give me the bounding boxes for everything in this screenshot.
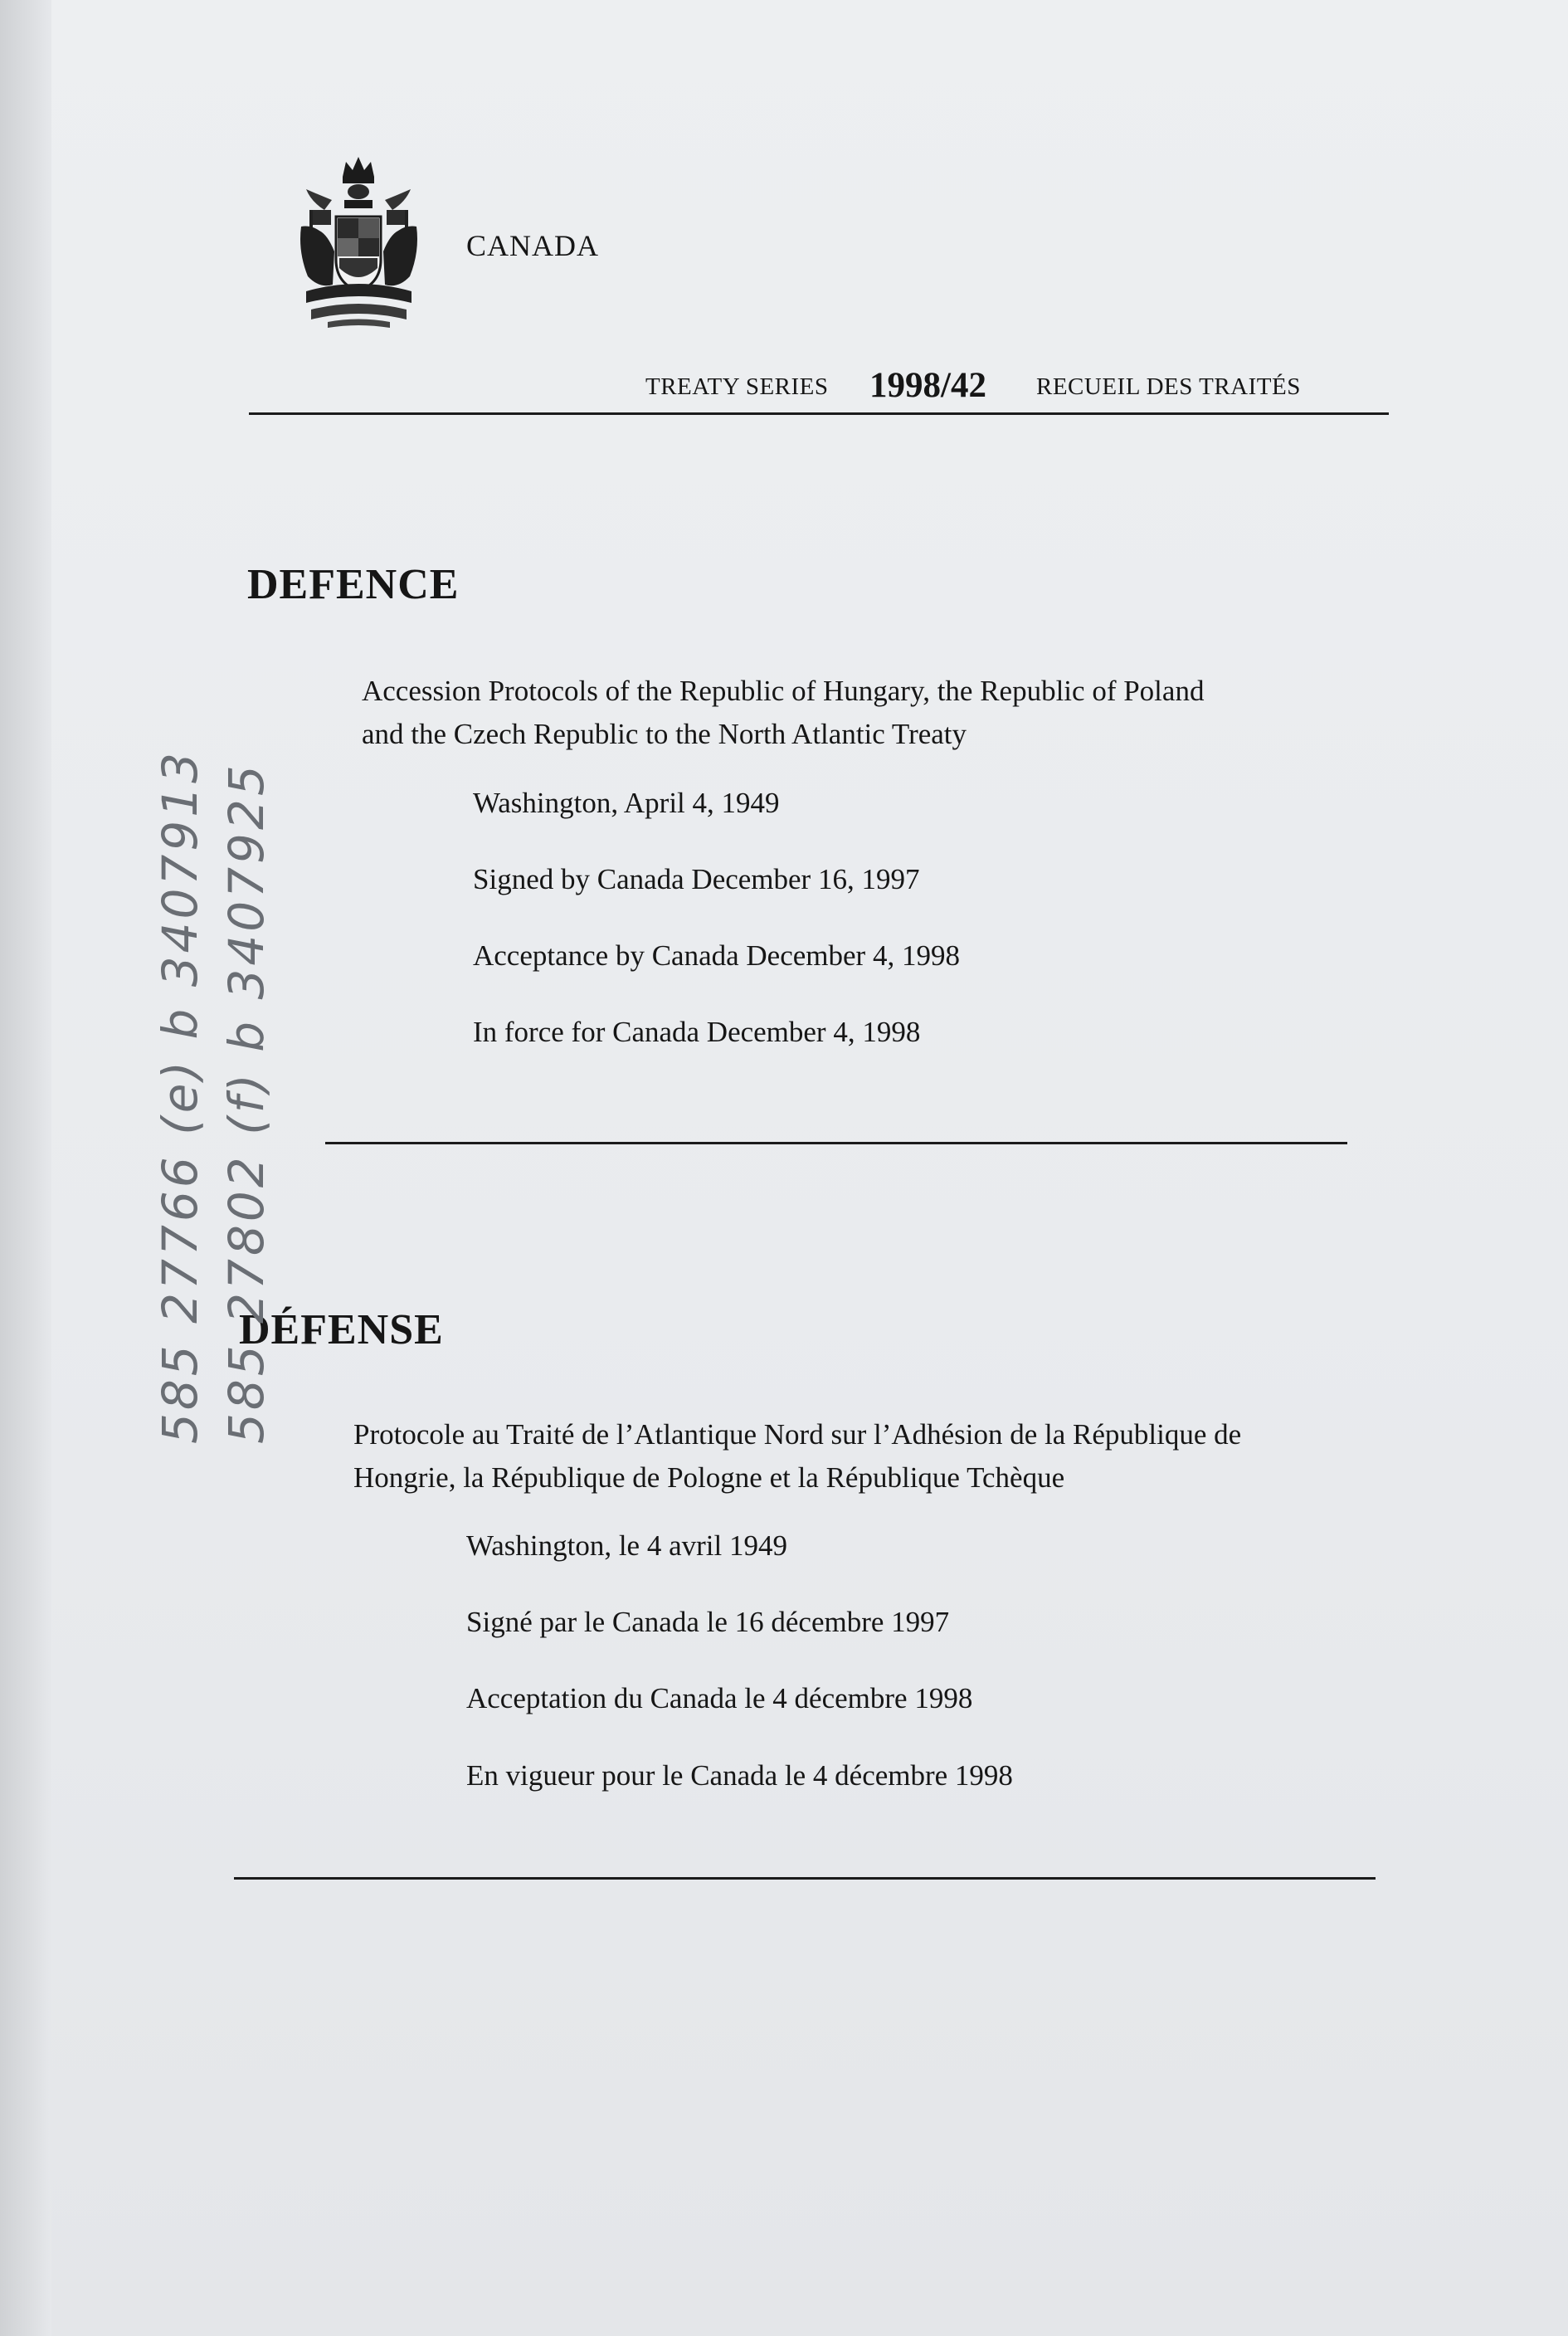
english-subject-line: and the Czech Republic to the North Atlantic Treaty: [362, 718, 967, 750]
treaty-series-label-en: TREATY SERIES: [645, 373, 829, 400]
french-detail-in-force: En vigueur pour le Canada le 4 décembre 1998: [466, 1759, 1013, 1792]
handwritten-margin-note: [147, 749, 280, 1444]
margin-note-line: 585 27802 (f) b 3407925: [218, 762, 275, 1444]
treaty-series-label-fr: RECUEIL DES TRAITÉS: [1036, 373, 1301, 400]
treaty-series-number: 1998/42: [869, 366, 986, 405]
document-page: [51, 0, 1568, 2336]
english-detail-date: Washington, April 4, 1949: [473, 787, 780, 819]
canada-coat-of-arms-icon: [295, 152, 423, 330]
margin-note-line: 585 27766 (e) b 3407913: [152, 749, 208, 1444]
french-detail-date: Washington, le 4 avril 1949: [466, 1529, 787, 1562]
english-detail-signed: Signed by Canada December 16, 1997: [473, 863, 920, 895]
english-detail-in-force: In force for Canada December 4, 1998: [473, 1016, 921, 1048]
english-section-rule: [325, 1142, 1347, 1144]
french-heading: DÉFENSE: [239, 1306, 444, 1353]
english-subject-line: Accession Protocols of the Republic of Hungary, the Republic of Poland: [362, 675, 1205, 707]
french-subject-line: Hongrie, la République de Pologne et la République Tchèque: [353, 1461, 1065, 1494]
french-subject: [353, 1413, 1399, 1500]
page-binding-shadow: [0, 0, 51, 2336]
header-rule: [249, 412, 1389, 415]
french-subject-line: Protocole au Traité de l’Atlantique Nord sur l’Adhésion de la République de: [353, 1418, 1242, 1451]
treaty-series-header: [300, 365, 1439, 415]
french-section-rule: [234, 1877, 1376, 1880]
english-detail-acceptance: Acceptance by Canada December 4, 1998: [473, 939, 960, 972]
english-heading: DEFENCE: [247, 561, 460, 608]
french-detail-signed: Signé par le Canada le 16 décembre 1997: [466, 1606, 950, 1638]
country-label: CANADA: [466, 229, 600, 262]
french-detail-acceptance: Acceptation du Canada le 4 décembre 1998: [466, 1682, 973, 1714]
english-subject: [362, 670, 1399, 756]
